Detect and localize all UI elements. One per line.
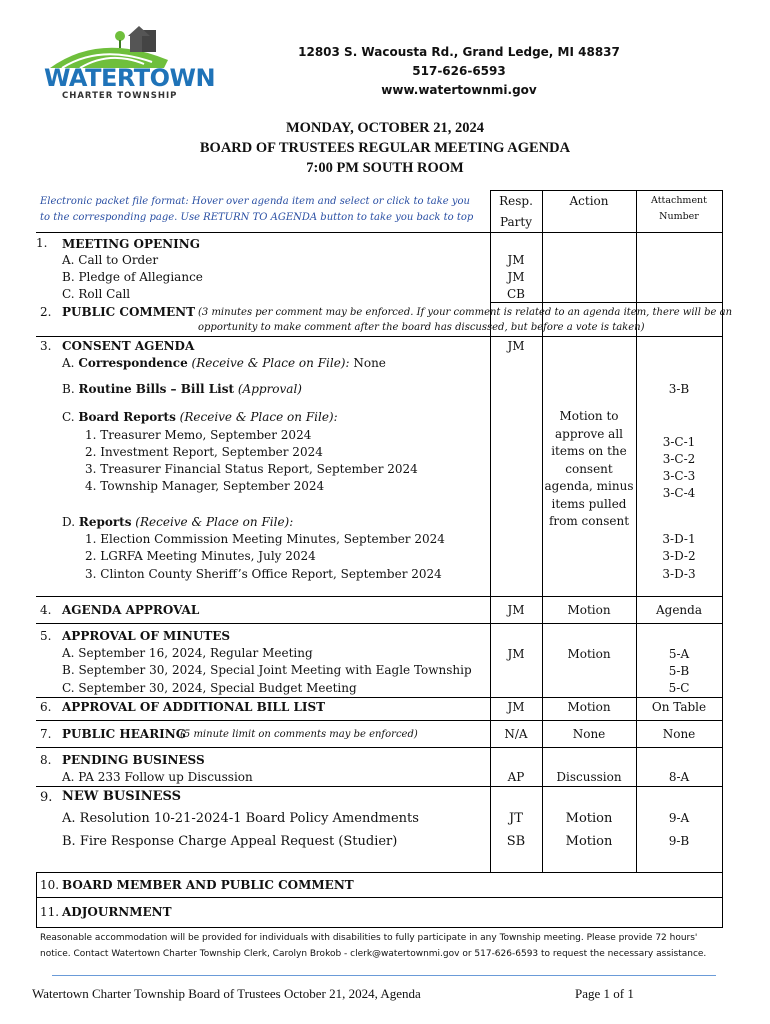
- report-item[interactable]: 3. Clinton County Sheriff’s Office Report, September 2024: [85, 567, 442, 581]
- col-party: Party: [499, 215, 533, 229]
- resp-jm: JM: [507, 270, 525, 284]
- action-none: None: [572, 727, 606, 741]
- public-comment-note: opportunity to make comment after the board has discussed, but before a vote is taken): [198, 322, 645, 333]
- attachment-3b[interactable]: 3-B: [668, 382, 690, 396]
- correspondence[interactable]: A. Correspondence (Receive & Place on File): None: [62, 356, 386, 370]
- attachment-5c[interactable]: 5-C: [668, 681, 690, 695]
- action-motion: Motion: [567, 647, 611, 661]
- public-comment[interactable]: PUBLIC COMMENT: [62, 305, 196, 319]
- address-line: 12803 S. Wacousta Rd., Grand Ledge, MI 48837: [298, 45, 620, 59]
- report-item[interactable]: 2. Investment Report, September 2024: [85, 445, 323, 459]
- attachment-9a[interactable]: 9-A: [668, 811, 690, 825]
- phone-number: 517-626-6593: [412, 64, 506, 78]
- item-number: 1.: [36, 236, 48, 250]
- footer-rule: [52, 975, 716, 976]
- action-motion: Motion: [565, 811, 613, 826]
- minutes-item[interactable]: B. September 30, 2024, Special Joint Meeting with Eagle Township: [62, 663, 472, 677]
- board-member-comment[interactable]: BOARD MEMBER AND PUBLIC COMMENT: [62, 878, 354, 892]
- resp-jm: JM: [507, 339, 525, 353]
- additional-bill-list[interactable]: APPROVAL OF ADDITIONAL BILL LIST: [62, 700, 326, 714]
- footer-title: Watertown Charter Township Board of Trustees October 21, 2024, Agenda: [32, 986, 421, 1001]
- approval-of-minutes[interactable]: APPROVAL OF MINUTES: [62, 629, 231, 643]
- logo-subtitle: CHARTER TOWNSHIP: [62, 91, 178, 101]
- item-number: 3.: [40, 339, 52, 353]
- hearing-note: (5 minute limit on comments may be enforced): [180, 729, 418, 740]
- attachment-3c3[interactable]: 3-C-3: [662, 469, 696, 483]
- meeting-time: 7:00 PM SOUTH ROOM: [306, 160, 464, 176]
- public-comment-note: (3 minutes per comment may be enforced. If your comment is related to an agenda item, there will be an: [198, 307, 733, 318]
- attachment-agenda[interactable]: Agenda: [655, 603, 702, 617]
- item-number: 4.: [40, 603, 52, 617]
- pa233-discussion[interactable]: A. PA 233 Follow up Discussion: [62, 770, 253, 784]
- action-motion: Motion: [567, 700, 611, 714]
- meeting-date: MONDAY, OCTOBER 21, 2024: [285, 120, 485, 136]
- fire-appeal-item[interactable]: B. Fire Response Charge Appeal Request (Studier): [62, 834, 398, 849]
- pledge[interactable]: B. Pledge of Allegiance: [62, 270, 203, 284]
- col-attachment: Attachment: [651, 195, 707, 206]
- reports-d[interactable]: D. Reports (Receive & Place on File):: [62, 515, 294, 529]
- action-motion: Motion: [567, 603, 611, 617]
- action-motion: Motion: [565, 834, 613, 849]
- attachment-3c4[interactable]: 3-C-4: [662, 486, 696, 500]
- attachment-3c2[interactable]: 3-C-2: [662, 452, 696, 466]
- new-business[interactable]: NEW BUSINESS: [62, 789, 181, 804]
- report-item[interactable]: 3. Treasurer Financial Status Report, September 2024: [85, 462, 418, 476]
- resp-jm: JM: [507, 647, 525, 661]
- col-action: Action: [569, 194, 609, 208]
- agenda-approval[interactable]: AGENDA APPROVAL: [62, 603, 200, 617]
- attachment-3c1[interactable]: 3-C-1: [662, 435, 696, 449]
- attachment-9b[interactable]: 9-B: [668, 834, 690, 848]
- meeting-title: BOARD OF TRUSTEES REGULAR MEETING AGENDA: [199, 140, 571, 156]
- resp-jm: JM: [507, 700, 525, 714]
- resp-jm: JM: [507, 253, 525, 267]
- item-number: 5.: [40, 629, 52, 643]
- minutes-item[interactable]: C. September 30, 2024, Special Budget Meeting: [62, 681, 357, 695]
- accommodation-notice: Reasonable accommodation will be provided for individuals with disabilities to fully participate in any Township meeting. Please provide 72 hours' notice. Contact Watertown Charter Township Clerk, Carolyn Brokob - clerk@watertownmi.gov or 517-626-6593 to request the necessary assistance.: [40, 933, 707, 959]
- resp-jm: JM: [507, 603, 525, 617]
- page-number: Page 1 of 1: [575, 986, 634, 1001]
- logo-name: WATERTOWN: [44, 64, 216, 92]
- attachment-8a[interactable]: 8-A: [668, 770, 690, 784]
- roll-call[interactable]: C. Roll Call: [62, 287, 131, 301]
- resp-ap: AP: [507, 770, 525, 784]
- minutes-item[interactable]: A. September 16, 2024, Regular Meeting: [62, 646, 313, 660]
- attachment-3d3[interactable]: 3-D-3: [662, 567, 696, 581]
- resolution-item[interactable]: A. Resolution 10-21-2024-1 Board Policy Amendments: [62, 811, 419, 826]
- attachment-none: None: [662, 727, 696, 741]
- agenda-header: [0, 118, 770, 178]
- packet-note: Electronic packet file format: Hover over agenda item and select or click to take you to the corresponding page. Use RETURN TO AGENDA button to take you back to top: [40, 196, 474, 223]
- item-number: 8.: [40, 753, 52, 767]
- consent-agenda[interactable]: CONSENT AGENDA: [62, 339, 195, 353]
- attachment-5b[interactable]: 5-B: [668, 664, 690, 678]
- address-block: [0, 43, 770, 100]
- action-discussion: Discussion: [556, 770, 622, 784]
- report-item[interactable]: 4. Township Manager, September 2024: [85, 479, 325, 493]
- attachment-3d2[interactable]: 3-D-2: [662, 549, 696, 563]
- resp-sb: SB: [506, 834, 526, 849]
- pending-business[interactable]: PENDING BUSINESS: [62, 753, 205, 767]
- col-resp: Resp.: [499, 194, 533, 208]
- routine-bills[interactable]: B. Routine Bills – Bill List (Approval): [62, 382, 302, 396]
- item-number: 10.: [40, 878, 60, 892]
- item-number: 2.: [40, 305, 52, 319]
- board-reports[interactable]: C. Board Reports (Receive & Place on File):: [62, 410, 338, 424]
- item-number: 9.: [40, 790, 53, 805]
- item-number: 6.: [40, 700, 52, 714]
- website-link[interactable]: www.watertownmi.gov: [381, 83, 537, 97]
- resp-jt: JT: [509, 811, 523, 826]
- resp-na: N/A: [504, 727, 528, 741]
- col-number: Number: [659, 211, 699, 222]
- report-item[interactable]: 1. Election Commission Meeting Minutes, September 2024: [85, 532, 445, 546]
- call-to-order[interactable]: A. Call to Order: [62, 253, 159, 267]
- consent-motion: Motion to approve all items on the consent agenda, minus items pulled from consent: [544, 409, 634, 528]
- meeting-opening[interactable]: MEETING OPENING: [62, 237, 200, 251]
- item-number: 11.: [40, 905, 60, 919]
- attachment-5a[interactable]: 5-A: [668, 647, 690, 661]
- attachment-3d1[interactable]: 3-D-1: [662, 532, 696, 546]
- resp-cb: CB: [507, 287, 525, 301]
- item-number: 7.: [40, 727, 52, 741]
- adjournment[interactable]: ADJOURNMENT: [62, 905, 172, 919]
- report-item[interactable]: 1. Treasurer Memo, September 2024: [85, 428, 312, 442]
- report-item[interactable]: 2. LGRFA Meeting Minutes, July 2024: [85, 549, 316, 563]
- attachment-on-table[interactable]: On Table: [651, 700, 707, 714]
- public-hearing[interactable]: PUBLIC HEARING: [62, 727, 187, 741]
